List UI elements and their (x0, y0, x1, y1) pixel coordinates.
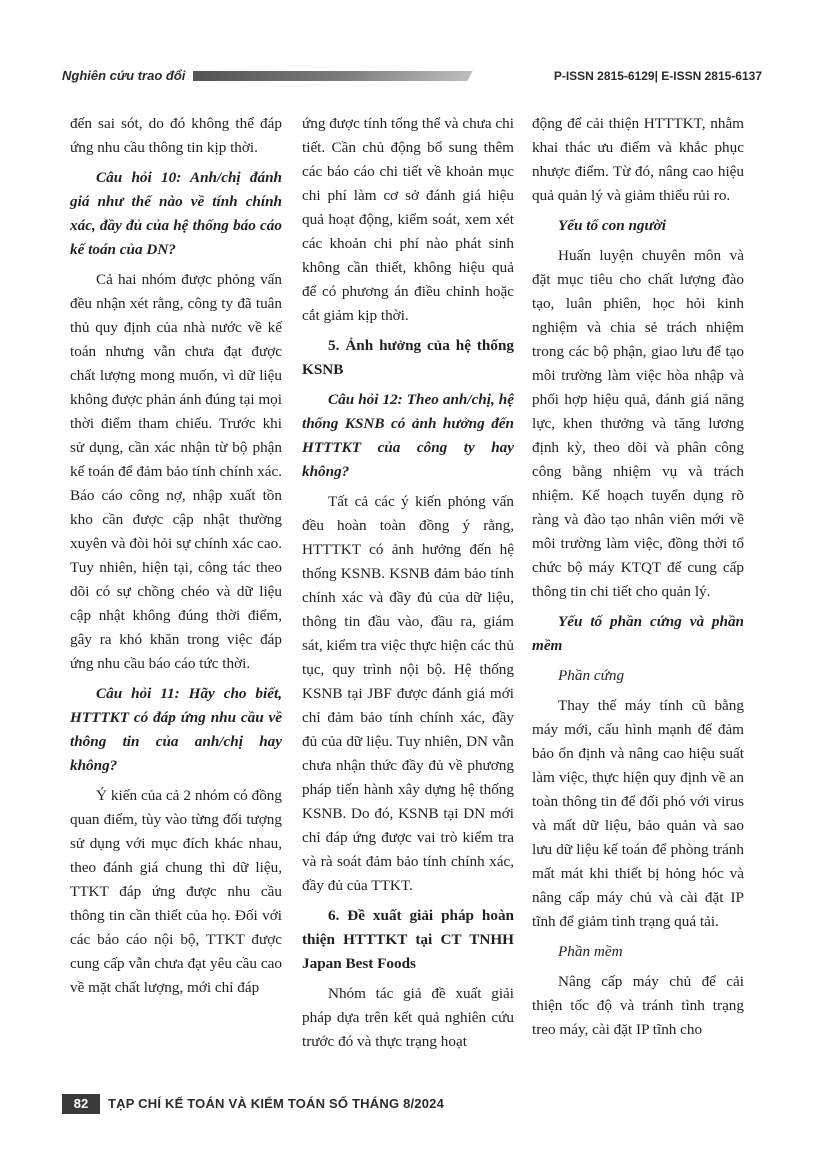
subsection-heading: Yếu tố con người (558, 217, 666, 234)
paragraph: Nâng cấp máy chủ để cải thiện tốc độ và tránh tình trạng treo máy, cài đặt IP tĩnh cho (532, 973, 744, 1038)
section-heading: 6. Đề xuất giải pháp hoàn thiện HTTTKT tại CT TNHH Japan Best Foods (302, 907, 514, 972)
journal-name: TẠP CHÍ KẾ TOÁN VÀ KIỂM TOÁN SỐ THÁNG 8/2024 (108, 1096, 445, 1111)
header-decorative-bar (177, 71, 472, 81)
question-heading: Câu hỏi 11: Hãy cho biết, HTTTKT có đáp ứng nhu cầu về thông tin của anh/chị hay không? (70, 685, 282, 774)
question-heading: Câu hỏi 12: Theo anh/chị, hệ thống KSNB có ảnh hưởng đến HTTTKT của công ty hay không? (302, 391, 514, 480)
paragraph: Tất cả các ý kiến phỏng vấn đều hoàn toàn đồng ý rằng, HTTTKT có ảnh hưởng đến hệ thống KSNB. KSNB đảm bảo tính chính xác và đầy đủ của dữ liệu, thông tin đầu vào, đầu ra, giám sát, kiểm tra việc thực hiện các thủ tục, quy trình nội bộ. Hệ thống KSNB tại JBF được đánh giá mới chỉ đảm bảo tính chính xác, đầy đủ của dữ liệu. Tuy nhiên, DN vẫn chưa nhận thức đầy đủ về phương pháp tiến hành xây dựng hệ thống KSNB. Do đó, KSNB tại DN mới chỉ đáp ứng được vai trò kiểm tra và rà soát đảm bảo tính chính xác, đầy đủ của TTKT. (302, 493, 514, 894)
running-header (62, 64, 762, 88)
page-number: 82 (62, 1094, 100, 1114)
paragraph: Nhóm tác giả đề xuất giải pháp dựa trên kết quả nghiên cứu trước đó và thực trạng hoạt (302, 985, 514, 1050)
text-column-3 (532, 112, 744, 1048)
paragraph: ứng được tính tổng thể và chưa chi tiết. Cần chủ động bổ sung thêm các báo cáo chi tiết về khoản mục chi phí làm cơ sở đánh giá hiệu quả hoạt động, kiểm soát, xem xét các khoản chi phí nào phát sinh không cần thiết, không hiệu quả để có phương án điều chỉnh hoặc cắt giảm kịp thời. (302, 115, 514, 324)
paragraph: Thay thế máy tính cũ bằng máy mới, cấu hình mạnh để đảm bảo ổn định và nâng cao hiệu suất làm việc, thực hiện quy định về an toàn thông tin để đối phó với virus và mất dữ liệu, bảo quản và sao lưu dữ liệu kế toán để phòng tránh mất mát khi thiết bị hỏng hóc và nâng cấp máy chủ và cài đặt IP tĩnh để giảm tình trạng quá tải. (532, 697, 744, 930)
sub-subsection-heading: Phần cứng (558, 667, 625, 684)
section-heading: 5. Ảnh hưởng của hệ thống KSNB (302, 337, 514, 378)
question-heading: Câu hỏi 10: Anh/chị đánh giá như thế nào về tính chính xác, đầy đủ của hệ thống báo cáo kế toán của DN? (70, 169, 282, 258)
section-title: Nghiên cứu trao đổi (62, 64, 193, 88)
paragraph: Ý kiến của cả 2 nhóm có đồng quan điểm, tùy vào từng đối tượng sử dụng với mục đích khác nhau, theo đánh giá chung thì dữ liệu, TTKT đáp ứng được nhu cầu thông tin cần thiết của họ. Đối với các báo cáo nội bộ, TTKT được cung cấp vẫn chưa đạt yêu cầu cao về mặt chất lượng, mới chỉ đáp (70, 787, 282, 996)
paragraph: Huấn luyện chuyên môn và đặt mục tiêu cho chất lượng đào tạo, luân phiên, học hỏi kinh nghiệm và chia sẻ trách nhiệm trong các bộ phận, giao lưu để tạo môi trường làm việc hòa nhập và phối hợp hiệu quả, đánh giá năng lực, khen thưởng và tăng lương định kỳ, theo dõi và phân công công bằng nhiệm vụ và trách nhiệm. Kế hoạch tuyển dụng rõ ràng và đào tạo nhân viên mới về môi trường làm việc, đồng thời tổ chức bộ máy KTQT để cung cấp thông tin chi tiết cho quản lý. (532, 247, 744, 600)
text-column-1 (70, 112, 282, 1006)
text-column-2 (302, 112, 514, 1060)
subsection-heading: Yếu tố phần cứng và phần mềm (532, 613, 744, 654)
running-footer (62, 1094, 762, 1114)
paragraph: Cả hai nhóm được phỏng vấn đều nhận xét rằng, công ty đã tuân thủ quy định của nhà nước về kế toán nhưng vẫn chưa đạt được chất lượng mong muốn, vì dữ liệu không được phản ánh đúng tại mọi thời điểm tham chiếu. Trước khi sử dụng, cần xác nhận từ bộ phận kế toán để đảm bảo tính chính xác. Báo cáo công nợ, nhập xuất tồn kho cần được cập nhật thường xuyên và đòi hỏi sự chính xác cao. Tuy nhiên, hiện tại, công tác theo dõi có sự chồng chéo và dữ liệu cập nhật không đúng thời điểm, gây ra khó khăn trong việc đáp ứng nhu cầu báo cáo tức thời. (70, 271, 282, 672)
paragraph: động để cải thiện HTTTKT, nhằm khai thác ưu điểm và khắc phục nhược điểm. Từ đó, nâng cao hiệu quả quản lý và giảm thiểu rủi ro. (532, 115, 744, 204)
sub-subsection-heading: Phần mềm (558, 943, 623, 960)
issn-label: P-ISSN 2815-6129| E-ISSN 2815-6137 (553, 69, 762, 83)
paragraph: đến sai sót, do đó không thể đáp ứng nhu cầu thông tin kịp thời. (70, 115, 282, 156)
